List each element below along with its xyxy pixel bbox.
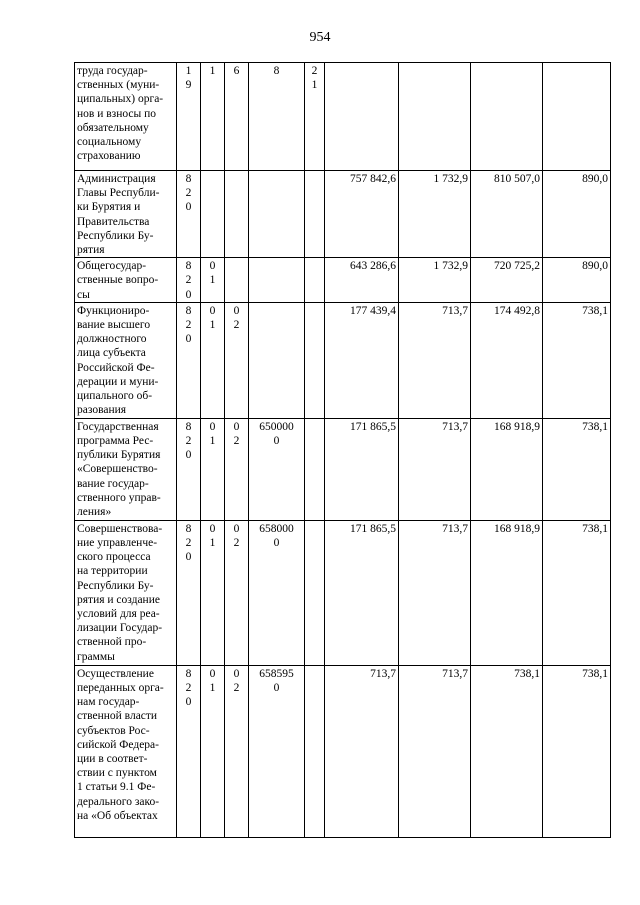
code-cell-section: 0 1 — [201, 665, 225, 837]
code-cell-ministry: 8 2 0 — [177, 302, 201, 418]
row-name-line: сийской Федера- — [77, 738, 159, 751]
value-cell-total-year1: 643 286,6 — [325, 258, 399, 303]
code-cell-expense-type — [305, 418, 325, 520]
value-cell-total-year1: 171 865,5 — [325, 520, 399, 665]
row-name-line: дерального зако- — [77, 795, 160, 808]
code-cell-section: 0 1 — [201, 520, 225, 665]
row-name-cell — [75, 665, 177, 837]
table-row — [75, 63, 611, 171]
page-number: 954 — [309, 30, 331, 45]
value-cell-subvention-year1: 1 732,9 — [399, 171, 471, 258]
value-cell-subvention-year2: 738,1 — [543, 418, 611, 520]
code-cell-subsection: 6 — [225, 63, 249, 171]
row-name-line: рятия — [77, 244, 105, 257]
code-cell-ministry: 8 2 0 — [177, 171, 201, 258]
code-cell-expense-type: 2 1 — [305, 63, 325, 171]
row-name-line: Главы Республи- — [77, 187, 160, 200]
row-name-cell — [75, 302, 177, 418]
row-name-line: труда государ- — [77, 65, 148, 77]
row-name-line: ственной про- — [77, 636, 147, 649]
row-name-line: рятия и создание — [77, 593, 160, 606]
code-cell-subsection: 0 2 — [225, 520, 249, 665]
row-name-line: субъектов Рос- — [77, 724, 150, 737]
row-name-cell — [75, 258, 177, 303]
code-cell-target-article: 8 — [249, 63, 305, 171]
value-cell-total-year1: 757 842,6 — [325, 171, 399, 258]
code-cell-section: 0 1 — [201, 302, 225, 418]
table-row — [75, 520, 611, 665]
value-cell-subvention-year1: 1 732,9 — [399, 258, 471, 303]
value-cell-subvention-year1: 713,7 — [399, 418, 471, 520]
value-cell-subvention-year2: 738,1 — [543, 520, 611, 665]
row-name-line: ления» — [77, 506, 112, 519]
code-cell-target-article — [249, 258, 305, 303]
table-row — [75, 418, 611, 520]
table-row — [75, 302, 611, 418]
code-cell-target-article: 658595 0 — [249, 665, 305, 837]
row-name-cell — [75, 171, 177, 258]
value-cell-total-year2: 168 918,9 — [471, 418, 543, 520]
row-name-cell — [75, 418, 177, 520]
row-name-line: условий для реа- — [77, 608, 160, 621]
value-cell-total-year1 — [325, 63, 399, 171]
row-name-line: Республики Бу- — [77, 229, 154, 242]
value-cell-total-year1: 171 865,5 — [325, 418, 399, 520]
code-cell-subsection — [225, 258, 249, 303]
code-cell-subsection: 0 2 — [225, 418, 249, 520]
row-name-line: обязательному — [77, 121, 149, 134]
code-cell-target-article — [249, 171, 305, 258]
table-row — [75, 665, 611, 837]
code-cell-section — [201, 171, 225, 258]
budget-table — [74, 62, 611, 838]
row-name-line: нам государ- — [77, 696, 140, 709]
row-name-line: ственные вопро- — [77, 274, 159, 287]
value-cell-subvention-year2: 738,1 — [543, 302, 611, 418]
code-cell-ministry: 8 2 0 — [177, 665, 201, 837]
row-name-line: ции в соответ- — [77, 753, 148, 766]
row-name-line: ствии с пунктом — [77, 767, 157, 780]
code-cell-section: 0 1 — [201, 418, 225, 520]
value-cell-total-year1: 713,7 — [325, 665, 399, 837]
code-cell-ministry: 8 2 0 — [177, 418, 201, 520]
value-cell-total-year2: 174 492,8 — [471, 302, 543, 418]
row-name-line: Республики Бу- — [77, 579, 154, 592]
row-name-line: Общегосудар- — [77, 260, 147, 273]
value-cell-total-year2 — [471, 63, 543, 171]
value-cell-subvention-year2: 890,0 — [543, 258, 611, 303]
value-cell-total-year2: 738,1 — [471, 665, 543, 837]
code-cell-expense-type — [305, 665, 325, 837]
value-cell-subvention-year1: 713,7 — [399, 665, 471, 837]
row-name-line: ки Бурятия и — [77, 201, 141, 214]
row-name-line: граммы — [77, 650, 115, 663]
row-name-line: 1 статьи 9.1 Фе- — [77, 781, 156, 794]
row-name-line: лица субъекта — [77, 347, 146, 360]
row-name-line: на территории — [77, 565, 148, 578]
code-cell-expense-type — [305, 520, 325, 665]
code-cell-target-article: 650000 0 — [249, 418, 305, 520]
row-name-cell — [75, 63, 177, 171]
row-name-line: Государственная — [77, 420, 159, 433]
row-name-line: дерации и муни- — [77, 375, 159, 388]
code-cell-section: 0 1 — [201, 258, 225, 303]
row-name-line: разования — [77, 404, 127, 417]
row-name-line: ние управленче- — [77, 537, 158, 550]
value-cell-total-year2: 810 507,0 — [471, 171, 543, 258]
row-name-line: ского процесса — [77, 551, 151, 564]
row-name-line: страхованию — [77, 150, 141, 163]
table-body — [75, 63, 611, 838]
row-name-line: переданных орга- — [77, 682, 164, 695]
row-name-line: сы — [77, 288, 90, 301]
value-cell-total-year2: 168 918,9 — [471, 520, 543, 665]
table-row — [75, 258, 611, 303]
row-name-line: Осуществление — [77, 667, 154, 680]
value-cell-total-year2: 720 725,2 — [471, 258, 543, 303]
row-name-cell — [75, 520, 177, 665]
row-name-line: Совершенствова- — [77, 522, 163, 535]
code-cell-subsection: 0 2 — [225, 302, 249, 418]
row-name-line: должностного — [77, 333, 147, 346]
row-name-line: ственных (муни- — [77, 79, 160, 92]
row-name-line: «Совершенство- — [77, 463, 158, 476]
row-name-line: программа Рес- — [77, 435, 154, 448]
value-cell-subvention-year2: 738,1 — [543, 665, 611, 837]
code-cell-subsection — [225, 171, 249, 258]
value-cell-subvention-year2 — [543, 63, 611, 171]
row-name-line: нов и взносы по — [77, 107, 157, 120]
value-cell-subvention-year1: 713,7 — [399, 302, 471, 418]
code-cell-expense-type — [305, 258, 325, 303]
row-name-line: ципальных) орга- — [77, 93, 164, 106]
row-name-line: лизации Государ- — [77, 622, 163, 635]
row-name-line: ципального об- — [77, 390, 153, 403]
row-name-line: социальному — [77, 136, 142, 149]
row-name-line: Администрация — [77, 173, 156, 185]
row-name-line: на «Об объектах — [77, 809, 158, 822]
row-name-line: Функциониро- — [77, 304, 150, 317]
code-cell-ministry: 8 2 0 — [177, 258, 201, 303]
code-cell-section: 1 — [201, 63, 225, 171]
value-cell-subvention-year2: 890,0 — [543, 171, 611, 258]
row-name-line: Российской Фе- — [77, 361, 155, 374]
row-name-line: вание государ- — [77, 477, 149, 490]
value-cell-subvention-year1 — [399, 63, 471, 171]
code-cell-target-article — [249, 302, 305, 418]
code-cell-expense-type — [305, 302, 325, 418]
row-name-line: ственного управ- — [77, 491, 161, 504]
code-cell-ministry: 1 9 — [177, 63, 201, 171]
code-cell-target-article: 658000 0 — [249, 520, 305, 665]
code-cell-subsection: 0 2 — [225, 665, 249, 837]
row-name-line: Правительства — [77, 215, 150, 228]
row-name-line: публики Бурятия — [77, 449, 161, 462]
code-cell-expense-type — [305, 171, 325, 258]
row-name-line: вание высшего — [77, 319, 151, 332]
code-cell-ministry: 8 2 0 — [177, 520, 201, 665]
value-cell-subvention-year1: 713,7 — [399, 520, 471, 665]
row-name-line: ственной власти — [77, 710, 158, 723]
table-row — [75, 171, 611, 258]
value-cell-total-year1: 177 439,4 — [325, 302, 399, 418]
